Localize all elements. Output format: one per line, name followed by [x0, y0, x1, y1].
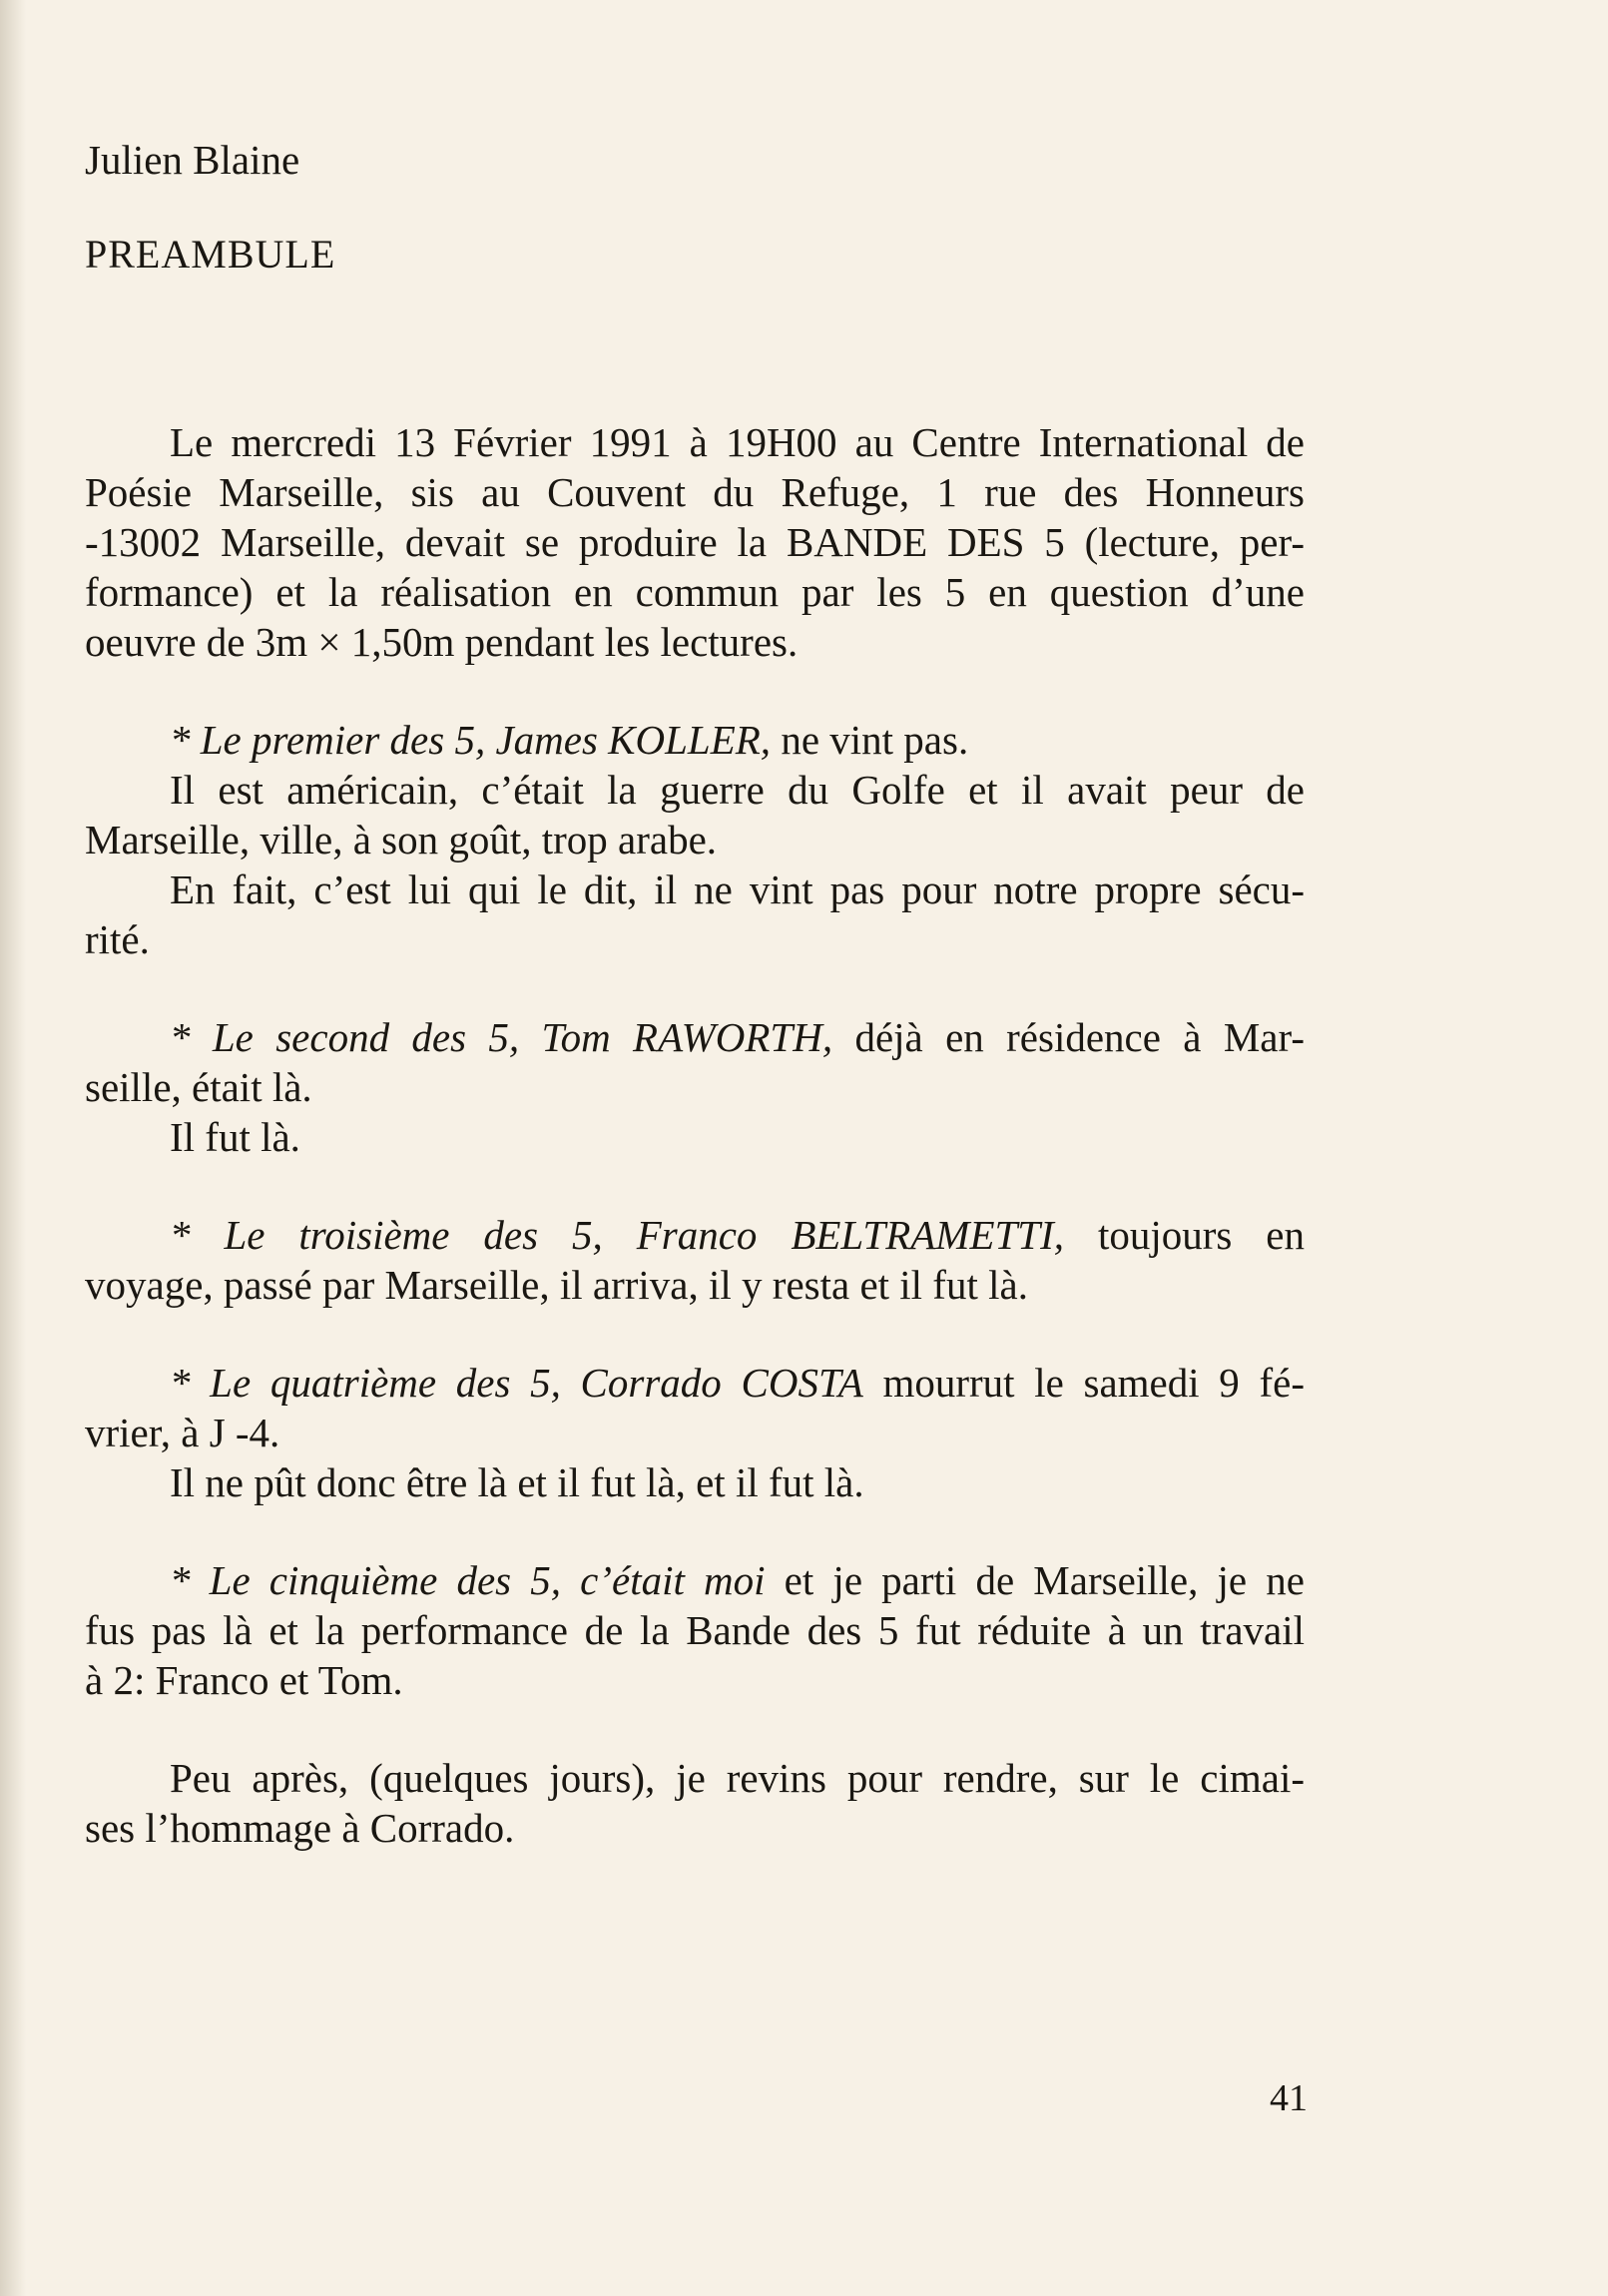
- closing-section: [85, 1753, 1305, 1853]
- section-beltrametti: [85, 1210, 1305, 1310]
- section-lead: [85, 1012, 1305, 1112]
- text-line: [85, 715, 1305, 765]
- text-line: [85, 1012, 1305, 1062]
- author-name: Julien Blaine: [85, 137, 300, 183]
- section-lead: [85, 1555, 1305, 1705]
- section-paragraph: [85, 864, 1305, 964]
- lead-italic: * Le troisième des 5, Franco BELTRAMETTI,: [170, 1212, 1065, 1258]
- lead-rest: ne vint pas.: [771, 717, 969, 763]
- text-line: à 2: Franco et Tom.: [85, 1657, 403, 1703]
- section-paragraph: [85, 765, 1305, 864]
- text-line: Il fut là.: [170, 1114, 300, 1160]
- closing-paragraph: [85, 1753, 1305, 1853]
- text-line: Marseille, ville, à son goût, trop arabe.: [85, 817, 718, 862]
- text-line: formance) et la réalisation en commun par les 5 en question d’une: [85, 569, 1305, 615]
- lead-italic: * Le second des 5, Tom RAWORTH,: [170, 1014, 833, 1060]
- lead-rest: toujours en: [1064, 1212, 1305, 1258]
- section-lead: [85, 715, 1305, 765]
- lead-rest: et je parti de Marseille, je ne: [765, 1557, 1305, 1603]
- intro-paragraph: [85, 417, 1305, 667]
- text-line: Il ne pût donc être là et il fut là, et il fut là.: [170, 1459, 864, 1505]
- binding-shadow: [0, 0, 26, 2296]
- text-line: seille, était là.: [85, 1064, 312, 1110]
- text-line: rité.: [85, 916, 150, 962]
- text-line: oeuvre de 3m × 1,50m pendant les lectures.: [85, 619, 799, 665]
- lead-rest: mourrut le samedi 9 fé-: [862, 1360, 1305, 1406]
- text-line: [85, 1555, 1305, 1605]
- lead-rest: déjà en résidence à Mar-: [832, 1014, 1305, 1060]
- section-costa: [85, 1358, 1305, 1507]
- section-lead: [85, 1210, 1305, 1310]
- lead-italic: * Le premier des 5, James KOLLER,: [170, 717, 772, 763]
- section-paragraph: [85, 1457, 1305, 1507]
- text-line: voyage, passé par Marseille, il arriva, il y resta et il fut là.: [85, 1262, 1028, 1308]
- text-line: Poésie Marseille, sis au Couvent du Refuge, 1 rue des Honneurs: [85, 469, 1305, 515]
- text-line: -13002 Marseille, devait se produire la BANDE DES 5 (lecture, per-: [85, 519, 1305, 565]
- text-line: [85, 1358, 1305, 1408]
- lead-italic: * Le cinquième des 5, c’était moi: [170, 1557, 766, 1603]
- text-line: Peu après, (quelques jours), je revins pour rendre, sur le cimai-: [170, 1755, 1305, 1801]
- section-title: PREAMBULE: [85, 232, 336, 277]
- section-blaine: [85, 1555, 1305, 1705]
- text-line: vrier, à J -4.: [85, 1410, 280, 1455]
- body-text: [85, 417, 1305, 1853]
- section-lead: [85, 1358, 1305, 1457]
- section-raworth: [85, 1012, 1305, 1162]
- page-number: 41: [1270, 2077, 1308, 2119]
- section-paragraph: [85, 1112, 1305, 1162]
- text-line: En fait, c’est lui qui le dit, il ne vint pas pour notre propre sécu-: [170, 866, 1305, 912]
- lead-italic: * Le quatrième des 5, Corrado COSTA: [170, 1360, 863, 1406]
- text-line: ses l’hommage à Corrado.: [85, 1805, 515, 1851]
- text-line: [85, 1210, 1305, 1260]
- text-line: Il est américain, c’était la guerre du Golfe et il avait peur de: [170, 767, 1305, 813]
- text-line: fus pas là et la performance de la Bande des 5 fut réduite à un travail: [85, 1607, 1305, 1653]
- section-koller: [85, 715, 1305, 964]
- text-line: Le mercredi 13 Février 1991 à 19H00 au Centre International de: [170, 419, 1305, 465]
